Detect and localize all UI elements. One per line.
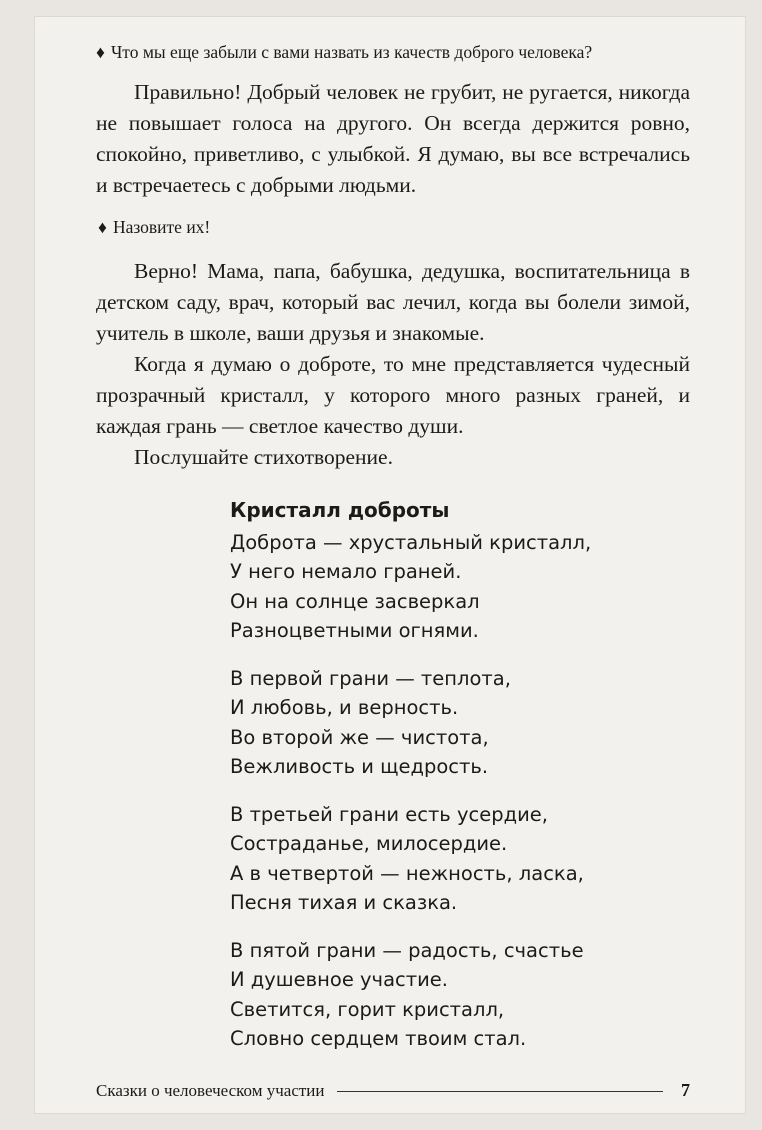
poem-line: Вежливость и щедрость. <box>230 755 489 778</box>
poem-line: Словно сердцем твоим стал. <box>230 1027 527 1050</box>
poem-line: В третьей грани есть усердие, <box>230 802 548 826</box>
book-page <box>34 16 746 1114</box>
running-title: Сказки о человеческом участии <box>96 1081 325 1100</box>
poem-line: Песня тихая и сказка. <box>230 891 458 914</box>
poem-line: В первой грани — теплота, <box>230 666 511 690</box>
poem-line: Доброта — хрустальный кристалл, <box>230 530 592 554</box>
poem-stanza-1 <box>230 528 591 646</box>
poem-stanza-2 <box>230 664 591 782</box>
poem-stanza-3 <box>230 800 591 918</box>
diamond-bullet-icon: ♦ <box>96 42 105 62</box>
question-text-1: Что мы еще забыли с вами назвать из качеств доброго человека? <box>110 42 593 62</box>
question-bullet-2 <box>96 215 690 240</box>
poem-line: Светится, горит кристалл, <box>230 997 505 1021</box>
poem-stanza-4 <box>230 936 591 1054</box>
poem <box>230 496 591 1072</box>
paragraph-1: Правильно! Добрый человек не грубит, не ругается, никогда не повышает голоса на другого. Он всегда держится ровно, спокойно, приветливо, с улыбкой. Я думаю, вы все встречались и встречаетесь с добрыми людьми. <box>96 80 690 197</box>
poem-line: Разноцветными огнями. <box>230 619 479 642</box>
poem-line: И любовь, и верность. <box>230 696 459 719</box>
page-number: 7 <box>681 1080 690 1100</box>
paragraph-3: Когда я думаю о доброте, то мне представляется чудесный прозрачный кристалл, у которого много разных граней, и каждая грань — светлое качество души. <box>96 352 690 438</box>
poem-title: Кристалл доброты <box>230 498 450 522</box>
page-footer <box>96 1079 690 1102</box>
footer-rule <box>337 1091 664 1092</box>
question-text-2: Назовите их! <box>112 217 211 237</box>
poem-line: А в четвертой — нежность, ласка, <box>230 861 584 885</box>
poem-line: Во второй же — чистота, <box>230 725 489 749</box>
prose-block <box>96 40 690 473</box>
poem-line: И душевное участие. <box>230 968 448 991</box>
poem-line: Состраданье, милосердие. <box>230 832 508 855</box>
diamond-bullet-icon: ♦ <box>98 217 107 237</box>
paragraph-2: Верно! Мама, папа, бабушка, дедушка, воспитательница в детском саду, врач, который вас лечил, когда вы болели зимой, учитель в школе, ваши друзья и знакомые. <box>96 259 690 345</box>
poem-line: В пятой грани — радость, счастье <box>230 938 584 962</box>
question-bullet-1 <box>96 40 690 65</box>
poem-line: Он на солнце засверкал <box>230 589 480 613</box>
poem-line: У него немало граней. <box>230 560 462 583</box>
paragraph-4: Послушайте стихотворение. <box>134 445 393 469</box>
